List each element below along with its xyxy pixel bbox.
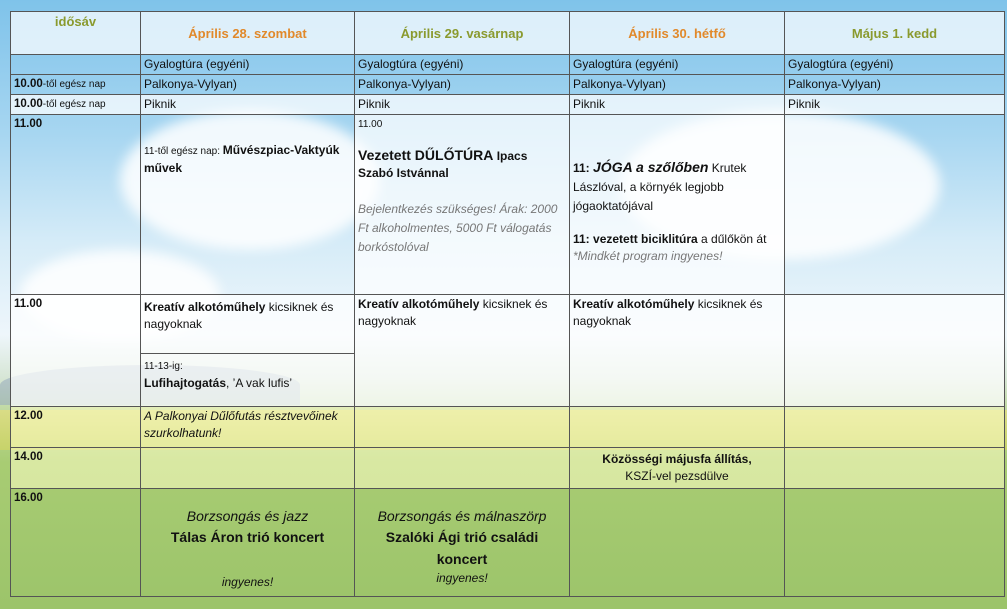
event-note: *Mindkét program ingyenes! xyxy=(573,249,723,263)
event-detail: Krutek Lászlóval, a környék legjobb jógaoktatójával xyxy=(573,161,747,213)
event-cell: Gyalogtúra (egyéni) xyxy=(141,55,355,75)
header-row xyxy=(11,12,1005,55)
event-cell: A Palkonyai Dűlőfutás résztvevőinek szurkolhatunk! xyxy=(141,407,355,448)
table-row xyxy=(11,115,1005,295)
event-cell: Piknik xyxy=(785,95,1005,115)
event-detail: Ipacs Szabó Istvánnal xyxy=(358,149,528,180)
event-muveszpiac xyxy=(144,142,351,177)
event-time: 11: xyxy=(573,232,594,246)
event-title: Művészpiac xyxy=(222,143,291,157)
table-row xyxy=(11,295,1005,407)
header-day-mon: Április 30. hétfő xyxy=(570,12,785,55)
program-schedule-table xyxy=(10,11,1005,597)
event-title: Kreatív alkotóműhely xyxy=(144,300,266,314)
event-time: 11-től egész nap: xyxy=(144,146,223,157)
event-bicikli xyxy=(573,230,781,248)
event-cell xyxy=(570,115,785,295)
event-cell xyxy=(570,448,785,489)
event-note: ingyenes! xyxy=(221,575,274,589)
event-cell: Piknik xyxy=(141,95,355,115)
event-detail: , ’A vak lufis’ xyxy=(226,376,293,390)
event-cell xyxy=(785,448,1005,489)
event-cell: Gyalogtúra (egyéni) xyxy=(355,55,570,75)
time-cell: 14.00 xyxy=(11,448,141,489)
event-dulotura xyxy=(358,147,566,182)
event-workshop xyxy=(141,295,354,354)
event-detail: KSZÍ-vel pezsdülve xyxy=(625,469,729,483)
time-cell xyxy=(11,55,141,75)
event-cell xyxy=(785,489,1005,597)
time-cell xyxy=(11,95,141,115)
table-row xyxy=(11,407,1005,448)
event-cell xyxy=(355,489,570,597)
time-value: 10.00 xyxy=(14,98,43,110)
header-day-sun: Április 29. vasárnap xyxy=(355,12,570,55)
event-cell xyxy=(355,407,570,448)
event-cell xyxy=(141,448,355,489)
table-row xyxy=(11,448,1005,489)
table-row xyxy=(11,95,1005,115)
event-cell xyxy=(785,295,1005,407)
event-detail: kicsiknek és nagyoknak xyxy=(358,297,548,328)
time-value: 10.00 xyxy=(14,78,43,90)
event-title: vezetett biciklitúra xyxy=(593,232,698,246)
event-title: JÓGA a szőlőben xyxy=(593,159,709,175)
header-timeslot: idősáv xyxy=(11,12,141,55)
event-title: Közösségi májusfa állítás, xyxy=(602,452,752,466)
event-cell xyxy=(570,295,785,407)
event-subtitle: Borzsongás és málnaszörp xyxy=(377,508,547,524)
event-note: Bejelentkezés szükséges! Árak: 2000 Ft alkoholmentes, 5000 Ft válogatás borkóstolóval xyxy=(358,202,558,254)
event-cell: Piknik xyxy=(355,95,570,115)
event-cell: Palkonya-Vylyan) xyxy=(570,75,785,95)
event-balloon xyxy=(141,354,354,396)
event-title: Szalóki Ági trió családi koncert xyxy=(385,529,539,567)
event-time: 11-13-ig: xyxy=(144,361,183,372)
event-title: Kreatív alkotóműhely xyxy=(573,297,695,311)
event-cell: Palkonya-Vylyan) xyxy=(785,75,1005,95)
event-title: Vezetett DŰLŐTÚRA xyxy=(358,147,494,163)
table-row xyxy=(11,489,1005,597)
event-note: ingyenes! xyxy=(436,571,488,585)
event-cell xyxy=(355,295,570,407)
time-cell: 12.00 xyxy=(11,407,141,448)
event-cell xyxy=(355,115,570,295)
header-day-tue: Május 1. kedd xyxy=(785,12,1005,55)
event-cell: Piknik xyxy=(570,95,785,115)
event-cell xyxy=(785,407,1005,448)
time-cell: 11.00 xyxy=(11,295,141,407)
event-cell xyxy=(141,115,355,295)
time-cell: 11.00 xyxy=(11,115,141,295)
event-time: 11.00 xyxy=(358,119,383,130)
table-row xyxy=(11,55,1005,75)
event-cell: Gyalogtúra (egyéni) xyxy=(570,55,785,75)
event-cell xyxy=(570,489,785,597)
event-cell xyxy=(355,448,570,489)
event-cell: Gyalogtúra (egyéni) xyxy=(785,55,1005,75)
header-day-sat: Április 28. szombat xyxy=(141,12,355,55)
event-cell: Palkonya-Vylyan) xyxy=(141,75,355,95)
event-subtitle: Borzsongás és jazz xyxy=(186,508,309,524)
event-cell xyxy=(785,115,1005,295)
event-cell xyxy=(141,489,355,597)
time-suffix: -től egész nap xyxy=(42,79,106,90)
table-row xyxy=(11,75,1005,95)
time-cell xyxy=(11,75,141,95)
event-title: Tálas Áron trió koncert xyxy=(170,529,325,545)
event-title: Lufihajtogatás xyxy=(144,376,227,390)
time-cell: 16.00 xyxy=(11,489,141,597)
event-cell xyxy=(570,407,785,448)
event-title: Kreatív alkotóműhely xyxy=(358,297,480,311)
event-detail: -Vaktyúk művek xyxy=(144,143,340,175)
event-joga xyxy=(573,158,781,216)
event-detail: a dűlőkön át xyxy=(697,232,767,246)
event-detail: kicsiknek és nagyoknak xyxy=(573,297,763,328)
event-detail: kicsiknek és nagyoknak xyxy=(144,300,334,331)
event-cell: Palkonya-Vylyan) xyxy=(355,75,570,95)
time-suffix: -től egész nap xyxy=(42,99,106,110)
event-cell xyxy=(141,295,355,407)
event-time: 11: xyxy=(573,161,594,175)
